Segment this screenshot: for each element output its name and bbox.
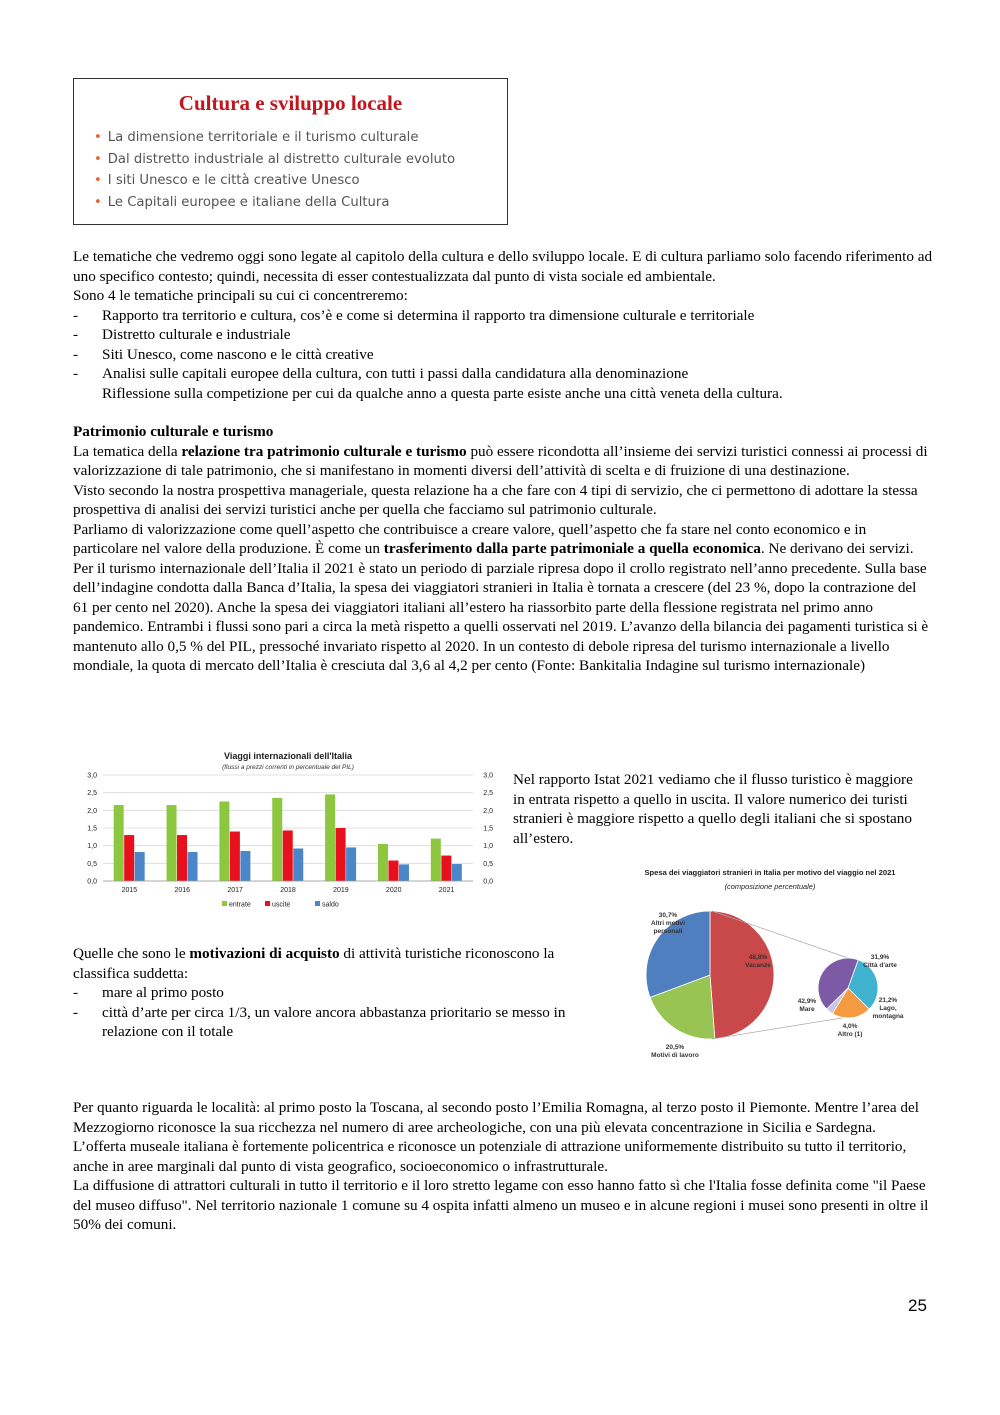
bar-entrate bbox=[219, 802, 229, 882]
bar-saldo bbox=[452, 864, 462, 881]
section-heading: Patrimonio culturale e turismo bbox=[73, 423, 274, 440]
slide-list bbox=[94, 127, 455, 213]
istat-paragraph: Nel rapporto Istat 2021 vediamo che il flusso turistico è maggiore in entrata rispetto a quello in uscita. Il valore numerico dei turisti stranieri è maggiore rispetto a quello degli italiani che si spostano all’estero. bbox=[513, 771, 913, 847]
chart-subtitle: (flussi a prezzi correnti in percentuale del PIL) bbox=[222, 764, 354, 771]
y-tick-label-right: 3,0 bbox=[483, 772, 493, 780]
list-item-continuation: Riflessione sulla competizione per cui da qualche anno a questa parte esiste anche una città veneta della cultura. bbox=[102, 384, 783, 402]
list-item: - Distretto culturale e industriale bbox=[73, 325, 933, 345]
intro-paragraph: Sono 4 le tematiche principali su cui ci concentreremo: bbox=[73, 287, 408, 304]
y-tick-label-right: 2,5 bbox=[483, 790, 493, 798]
pie-slice bbox=[710, 911, 774, 1039]
x-tick-label: 2019 bbox=[333, 887, 349, 894]
list-item: - città d’arte per circa 1/3, un valore ancora abbastanza prioritario se messo in relazione con il totale bbox=[73, 1003, 593, 1042]
bar-uscite bbox=[283, 830, 293, 881]
legend-swatch bbox=[315, 901, 320, 906]
paragraph: Parliamo di valorizzazione come quell’aspetto che contribuisce a creare valore, quell’aspetto che fa stare nel conto economico e in particolare nel valore della produzione. È come un trasferimento dalla parte patrimoniale a quella economica. Ne derivano dei servizi. bbox=[73, 520, 914, 557]
x-tick-label: 2015 bbox=[121, 887, 138, 894]
bar-chart bbox=[73, 748, 503, 913]
bar-uscite bbox=[388, 861, 398, 881]
intro-paragraph: Le tematiche che vedremo oggi sono legate al capitolo della cultura e dello sviluppo locale. E di cultura parliamo solo facendo riferimento ad uno specifico contesto; quindi, necessita di esser contestualizzata dal punto di vista sociale ed ambientale. bbox=[73, 248, 933, 285]
paragraph: Quelle che sono le motivazioni di acquisto di attività turistiche riconoscono la classifica suddetta: bbox=[73, 945, 555, 982]
closing-section bbox=[73, 1098, 933, 1235]
bar-uscite bbox=[177, 835, 187, 881]
patrimonio-section bbox=[73, 422, 933, 676]
pie-label: personali bbox=[653, 928, 683, 935]
list-item: - mare al primo posto bbox=[73, 983, 593, 1003]
y-tick-label-left: 1,0 bbox=[87, 843, 97, 851]
motivazioni-section bbox=[73, 944, 593, 1042]
chart-title: Viaggi internazionali dell'Italia bbox=[223, 751, 353, 761]
legend-label: entrate bbox=[229, 901, 251, 909]
paragraph: Per quanto riguarda le località: al primo posto la Toscana, al secondo posto l’Emilia Romagna, al terzo posto il Piemonte. Mentre l’area del Mezzogiorno riconosce la sua ricchezza nel numero di aree archeologiche, con una più elevata concentrazione in Sicilia e Sardegna. bbox=[73, 1099, 919, 1136]
intro-section bbox=[73, 247, 933, 403]
bar-saldo bbox=[399, 864, 409, 881]
legend-label: uscite bbox=[272, 901, 291, 909]
y-tick-label-right: 0,5 bbox=[483, 860, 493, 868]
y-tick-label-left: 0,5 bbox=[87, 860, 97, 868]
bar-uscite bbox=[336, 828, 346, 881]
bar-saldo bbox=[188, 852, 198, 881]
bar-uscite bbox=[230, 832, 240, 881]
paragraph: L’offerta museale italiana è fortemente policentrica e riconosce un potenziale di attrazione uniformemente distribuito su tutto il territorio, anche in aree marginali dal punto di vista geografico, socioeconomico o infrastrutturale. bbox=[73, 1138, 907, 1175]
y-tick-label-left: 2,5 bbox=[87, 790, 97, 798]
slide-title: Cultura e sviluppo locale bbox=[178, 91, 403, 115]
pie-label: Città d'arte bbox=[863, 962, 897, 969]
paragraph: La tematica della relazione tra patrimonio culturale e turismo può essere ricondotta all’insieme dei servizi turistici connessi ai processi di valorizzazione di tale patrimonio, che si manifestano in momenti diversi dell’attività di scelta e di fruizione di una destinazione. bbox=[73, 442, 928, 479]
y-tick-label-right: 0,0 bbox=[483, 878, 493, 886]
bar-entrate bbox=[167, 805, 177, 881]
slide-item: • Dal distretto industriale al distretto culturale evoluto bbox=[94, 149, 455, 171]
pie-label: 48,8% bbox=[748, 954, 768, 961]
x-tick-label: 2021 bbox=[438, 887, 455, 894]
bar-entrate bbox=[272, 798, 282, 881]
pie-label: 31,9% bbox=[870, 954, 890, 961]
pie-label: Motivi di lavoro bbox=[651, 1052, 699, 1059]
page-number: 25 bbox=[908, 1296, 927, 1315]
legend-swatch bbox=[265, 901, 270, 906]
bar-saldo bbox=[293, 848, 303, 881]
pie-label: Altri motivi bbox=[651, 920, 685, 927]
legend-label: saldo bbox=[322, 901, 339, 909]
bar-uscite bbox=[124, 835, 134, 881]
legend-swatch bbox=[222, 901, 227, 906]
bar-entrate bbox=[325, 794, 335, 881]
y-tick-label-left: 0,0 bbox=[87, 878, 97, 886]
x-tick-label: 2017 bbox=[227, 887, 243, 894]
list-item: - Siti Unesco, come nascono e le città creative bbox=[73, 345, 933, 365]
motivazioni-list bbox=[73, 983, 593, 1042]
bar-saldo bbox=[346, 847, 356, 881]
pie-label: 42,9% bbox=[797, 998, 817, 1005]
pie-chart-svg bbox=[610, 865, 940, 1065]
x-tick-label: 2020 bbox=[385, 887, 402, 894]
pie-label: 21,2% bbox=[878, 997, 898, 1004]
pie-subtitle: (composizione percentuale) bbox=[724, 882, 816, 891]
pie-title: Spesa dei viaggiatori stranieri in Italia per motivo del viaggio nel 2021 bbox=[644, 868, 896, 877]
paragraph: Visto secondo la nostra prospettiva manageriale, questa relazione ha a che fare con 4 tipi di servizio, che ci permettono di adottare la stessa prospettiva di analisi dei servizi turistici anche per quella che facciamo sul patrimonio culturale. bbox=[73, 481, 918, 518]
pie-label: 30,7% bbox=[658, 912, 678, 919]
pie-label: Mare bbox=[799, 1006, 815, 1013]
y-tick-label-left: 2,0 bbox=[87, 807, 97, 815]
bar-saldo bbox=[135, 852, 145, 881]
slide-item: • Le Capitali europee e italiane della Cultura bbox=[94, 192, 455, 214]
bar-saldo bbox=[240, 851, 250, 881]
bar-entrate bbox=[114, 805, 124, 881]
pie-label: 20,5% bbox=[665, 1044, 685, 1051]
pie-chart bbox=[610, 865, 940, 1065]
slide-item: • I siti Unesco e le città creative Unesco bbox=[94, 170, 455, 192]
pie-label: montagna bbox=[872, 1013, 904, 1020]
bar-chart-svg bbox=[73, 748, 503, 913]
topics-list bbox=[73, 306, 933, 404]
pie-label: 4,0% bbox=[842, 1023, 858, 1030]
y-tick-label-left: 3,0 bbox=[87, 772, 97, 780]
list-item: - Analisi sulle capitali europee della cultura, con tutti i passi dalla candidatura alla denominazione Riflessione sulla competizione per cui da qualche anno a questa parte esiste anche una città veneta della cultura. bbox=[73, 364, 933, 403]
y-tick-label-right: 1,0 bbox=[483, 843, 493, 851]
paragraph: La diffusione di attrattori culturali in tutto il territorio e il loro stretto legame con esso hanno fatto sì che l'Italia fosse definita come "il Paese del museo diffuso". Nel territorio nazionale 1 comune su 4 ospita infatti almeno un museo e in alcune regioni i musei sono presenti in oltre il 50% dei comuni. bbox=[73, 1177, 929, 1233]
pie-label: Altro (1) bbox=[837, 1031, 863, 1038]
y-tick-label-right: 2,0 bbox=[483, 807, 493, 815]
slide-item: • La dimensione territoriale e il turismo culturale bbox=[94, 127, 455, 149]
x-tick-label: 2018 bbox=[280, 887, 296, 894]
y-tick-label-left: 1,5 bbox=[87, 825, 97, 833]
istat-paragraph-box bbox=[513, 770, 913, 848]
pie-label: Vacanze bbox=[745, 962, 771, 969]
list-item: - Rapporto tra territorio e cultura, cos’è e come si determina il rapporto tra dimensione culturale e territoriale bbox=[73, 306, 933, 326]
bar-entrate bbox=[431, 839, 441, 881]
y-tick-label-right: 1,5 bbox=[483, 825, 493, 833]
paragraph: Per il turismo internazionale dell’Italia il 2021 è stato un periodo di parziale ripresa dopo il crollo registrato nell’anno precedente. Sulla base dell’indagine condotta dalla Banca d’Italia, la spesa dei viaggiatori stranieri in Italia è tornata a crescere (del 23 %, dopo la contrazione del 61 per cento nel 2020). Anche la spesa dei viaggiatori italiani all’estero ha riassorbito parte della flessione registrata nel primo anno pandemico. Entrambi i flussi sono pari a circa la metà rispetto a quelli osservati nel 2019. L’avanzo della bilancia dei pagamenti turistica si è mantenuto allo 0,5 % del PIL, pressoché invariato rispetto al 2020. In un contesto di debole ripresa del turismo internazionale a livello mondiale, la quota di mercato dell’Italia è cresciuta dal 3,6 al 4,2 per cento (Fonte: Bankitalia Indagine sul turismo internazionale) bbox=[73, 559, 929, 674]
x-tick-label: 2016 bbox=[174, 887, 191, 894]
pie-label: Lago, bbox=[879, 1005, 897, 1012]
bar-entrate bbox=[378, 844, 388, 881]
slide-image bbox=[73, 78, 508, 225]
bar-uscite bbox=[441, 856, 451, 881]
